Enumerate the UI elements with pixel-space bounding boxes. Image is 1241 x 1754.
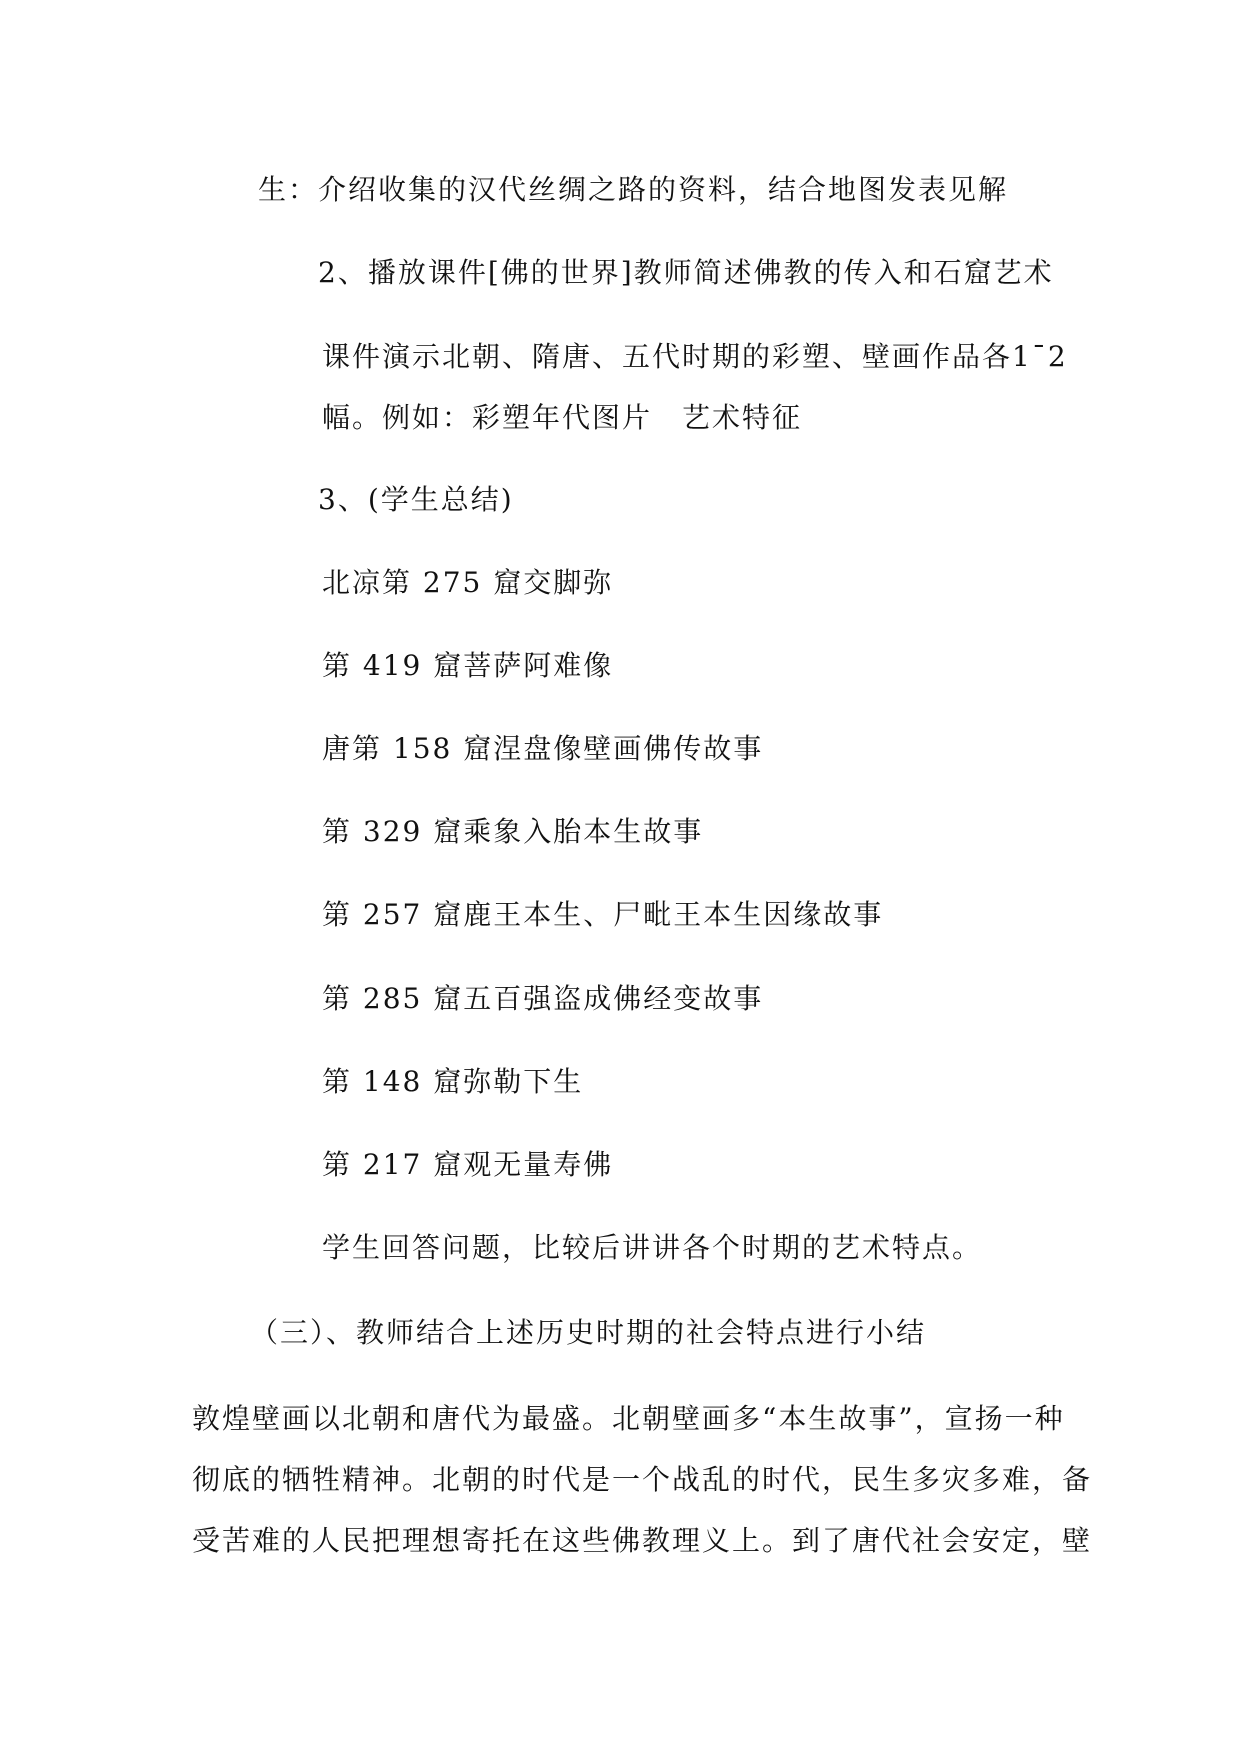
paragraph-line: 敦煌壁画以北朝和唐代为最盛。北朝壁画多“本生故事”，宣扬一种	[192, 1402, 1065, 1435]
cave-list-item: 第 257 窟鹿王本生、尸毗王本生因缘故事	[322, 898, 884, 931]
cave-list-item: 第 285 窟五百强盗成佛经变故事	[322, 982, 764, 1015]
cave-list-item: 第 217 窟观无量寿佛	[322, 1148, 614, 1181]
student-activity-line: 生：介绍收集的汉代丝绸之路的资料，结合地图发表见解	[258, 173, 1009, 206]
step-2-line: 2、播放课件[佛的世界]教师简述佛教的传入和石窟艺术	[318, 256, 1054, 289]
courseware-demo-line-1: 课件演示北朝、隋唐、五代时期的彩塑、壁画作品各1¯2	[322, 340, 1068, 373]
cave-list-item: 北凉第 275 窟交脚弥	[322, 566, 614, 599]
summary-paragraph	[192, 1388, 1093, 1571]
cave-list-item: 第 148 窟弥勒下生	[322, 1065, 584, 1098]
paragraph-line: 彻底的牺牲精神。北朝的时代是一个战乱的时代，民生多灾多难，备	[192, 1463, 1093, 1496]
cave-list-item: 唐第 158 窟涅盘像壁画佛传故事	[322, 732, 764, 765]
paragraph-line: 受苦难的人民把理想寄托在这些佛教理义上。到了唐代社会安定，壁	[192, 1524, 1093, 1557]
courseware-demo-line-2: 幅。例如：彩塑年代图片 艺术特征	[322, 401, 803, 434]
step-3-line: 3、(学生总结)	[318, 483, 514, 516]
cave-list-item: 第 329 窟乘象入胎本生故事	[322, 815, 704, 848]
student-answer-line: 学生回答问题，比较后讲讲各个时期的艺术特点。	[322, 1231, 983, 1264]
cave-list-item: 第 419 窟菩萨阿难像	[322, 649, 614, 682]
summary-heading: （三）、教师结合上述历史时期的社会特点进行小结	[250, 1316, 927, 1349]
